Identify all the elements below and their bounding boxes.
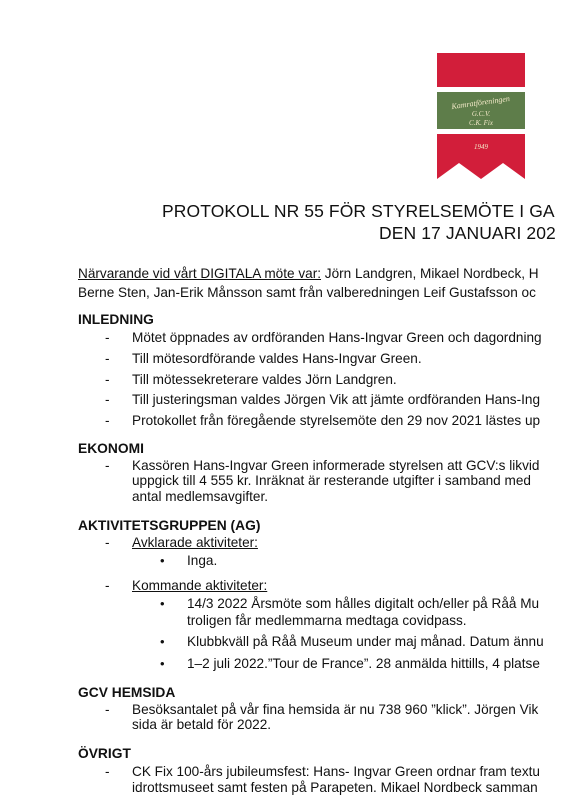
club-pennant — [437, 53, 525, 179]
document-page: Kamratföreningen G.C.V. C.K. Fix 1949 PROTOKOLL NR 55 FÖR STYRELSEMÖTE I GA DEN 17 JANUARI 202 Närvarande vid vårt DIGITALA möte var: Jörn Landgren, Mikael Nordbeck, H Berne Sten, Jan-Erik Månsson samt från valberedningen Leif Gustafsson oc INLEDNING - Mötet öppnades av ordföranden Hans-Ingvar Green och dagordning - Till mötesordförande valdes Hans-Ingvar Green. - Till mötessekreterare valdes Jörn Landgren. - Till justeringsman valdes Jörgen Vik att jämte ordföranden Hans-Ing - Protokollet från föregående styrelsemöte den 29 nov 2021 lästes up EKONOMI - Kassören Hans-Ingvar Green informerade styrelsen att GCV:s likvid uppgick till 4 555 kr. Inräknat är resterande utgifter i samband med antal medlemsavgifter. AKTIVITETSGRUPPEN (AG) - Avklarade aktiviteter: • Inga. - Kommande aktiviteter: • 14/3 2022 Årsmöte som hålles digitalt och/eller på Råå Mu troligen får medlemmarna medtaga covidpass. • Klubbkväll på Råå Museum under maj månad. Datum ännu • 1–2 juli 2022.”Tour de France”. 28 anmälda hittills, 4 platse GCV HEMSIDA - Besöksantalet på vår fina hemsida är nu 738 960 ”klick”. Jörgen Vik sida är betald för 2022. ÖVRIGT - CK Fix 100-års jubileumsfest: Hans- Ingvar Green ordnar fram textu idrottsmuseet samt festen på Parapeten. Mikael Nordbeck samman — [0, 0, 564, 800]
title-line-1: PROTOKOLL NR 55 FÖR STYRELSEMÖTE I GA — [162, 201, 555, 221]
attendance-line-1 — [78, 265, 539, 283]
upcoming-item: 14/3 2022 Årsmöte som hålles digitalt och/eller på Råå Mu — [187, 596, 540, 611]
bullet-icon: • — [160, 596, 165, 611]
attendance-names-1: Jörn Landgren, Mikael Nordbeck, H — [321, 266, 539, 281]
upcoming-item: Klubbkväll på Råå Museum under maj månad. Datum ännu — [187, 634, 544, 649]
attendance-label: Närvarande vid vårt DIGITALA möte var: — [78, 266, 322, 281]
heading-ag: AKTIVITETSGRUPPEN (AG) — [78, 518, 261, 533]
upcoming-item-cont: troligen får medlemmarna medtaga covidpass. — [187, 613, 467, 628]
bullet-icon: • — [160, 634, 165, 649]
heading-ekonomi: EKONOMI — [78, 441, 144, 456]
done-item: Inga. — [187, 553, 218, 568]
bullet-icon: • — [160, 656, 165, 671]
pennant-year: 1949 — [474, 143, 488, 151]
bullet-icon: • — [160, 553, 165, 568]
pennant-text-1: Kamratföreningen — [450, 93, 511, 112]
pennant-text-2: G.C.V. — [471, 110, 491, 118]
heading-hemsida: GCV HEMSIDA — [78, 685, 176, 700]
title-line-2: DEN 17 JANUARI 202 — [379, 223, 556, 243]
hemsida-line-2: sida är betald för 2022. — [132, 717, 272, 732]
heading-inledning: INLEDNING — [78, 312, 154, 327]
ekonomi-line-3: antal medlemsavgifter. — [132, 489, 269, 504]
upcoming-item: 1–2 juli 2022.”Tour de France”. 28 anmälda hittills, 4 platse — [187, 656, 540, 671]
ekonomi-line-2: uppgick till 4 555 kr. Inräknat är resterande utgifter i samband med — [132, 473, 531, 488]
heading-ovrigt: ÖVRIGT — [78, 746, 131, 761]
pennant-text-3: C.K. Fix — [469, 119, 493, 127]
ovrigt-line-2: idrottsmuseet samt festen på Parapeten. Mikael Nordbeck samman — [132, 780, 538, 795]
attendance-line-2: Berne Sten, Jan-Erik Månsson samt från valberedningen Leif Gustafsson oc — [78, 285, 536, 300]
